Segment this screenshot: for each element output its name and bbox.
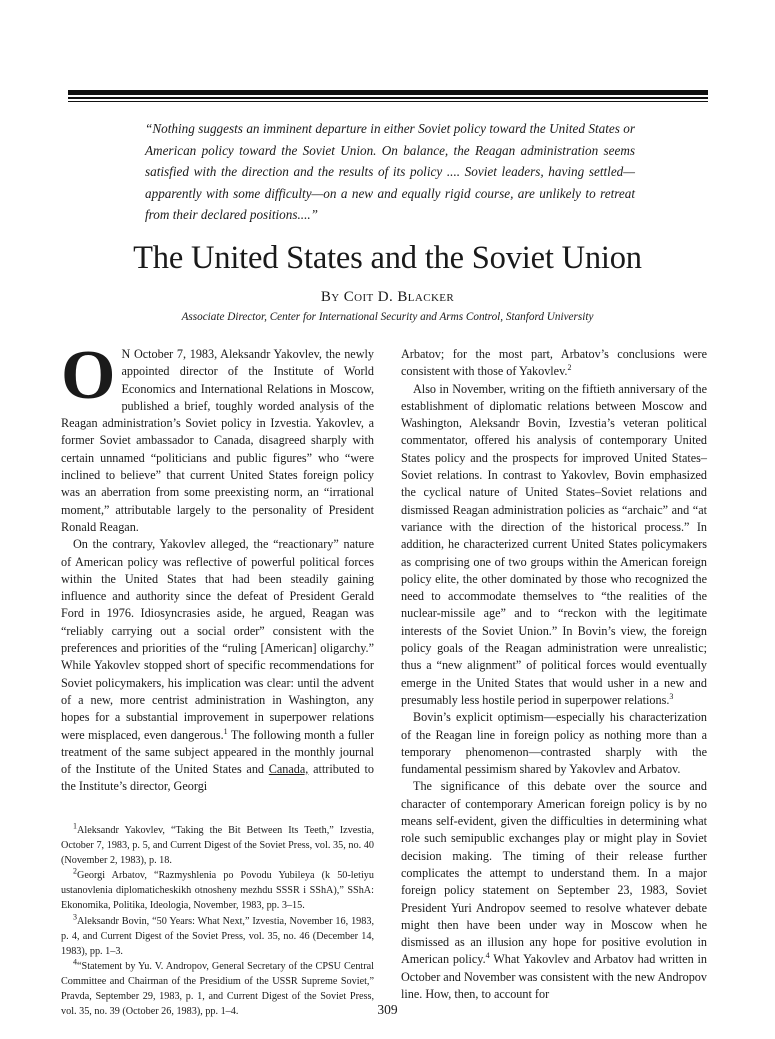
footnote-text: Georgi Arbatov, “Razmyshlenia po Povodu Yubileya (k 50-letiyu ustanovlenia diplomaticheskikh otnosheny mezhdu SSSR i SShA),” SShA: Ekonomika, Politika, Ideologia, November, 1983, pp. 3–15. xyxy=(61,870,374,912)
header-rule-medium xyxy=(68,97,708,99)
footnote-number: 3 xyxy=(73,912,77,922)
epigraph-quote: “Nothing suggests an imminent departure in either Soviet policy toward the United States or American policy toward the Soviet Union. On balance, the Reagan administration seems satisfied with the direction and the results of its policy .... Soviet leaders, having settled—apparently with some difficulty—on a new and equally rigid course, are unlikely to retreat from their declared positions....” xyxy=(145,121,635,223)
header-rule-thin xyxy=(68,101,708,102)
footnote-ref[interactable]: 4 xyxy=(485,951,490,961)
underlined-text: Canada, xyxy=(268,762,309,777)
left-column xyxy=(61,337,375,796)
paragraph xyxy=(61,337,374,536)
paragraph xyxy=(401,381,707,710)
author-affiliation: Associate Director, Center for International Security and Arms Control, Stanford University xyxy=(181,311,594,323)
drop-cap: O xyxy=(61,337,116,414)
paragraph-text: Also in November, writing on the fiftieth anniversary of the establishment of diplomatic relations between Moscow and Washington, Aleksandr Bovin, Izvestia’s veteran political commentator, offered his analysis of contemporary United States policy and the prospects for improved United States–Soviet relations. In contrast to Yakovlev, Bovin emphasized the cyclical nature of United States–Soviet relations and dismissed Reagan administration policies as “archaic” and “at variance with the direction of the historical process.” In addition, he characterized current United States policymakers as comprising one of two groups within the American foreign policy elite, the other dominated by those who recognized the need to accommodate themselves to “the realities of the nuclear-missile age” and to “reckon with the legitimate interests of the Soviet Union.” In Bovin’s view, the foreign policy goals of the Reagan administration were unrealistic; thus a “new alignment” of political forces would eventually emerge in the United States that would usher in a new and presumably less hostile period in superpower relations. xyxy=(401,381,707,707)
footnote xyxy=(61,868,374,913)
paragraph xyxy=(401,346,707,381)
paragraph-text: attributed to the Institute’s director, Georgi xyxy=(61,762,375,794)
paragraph-text: What Yakovlev and Arbatov had written in October and November was consistent with the new Andropov line. How, then, to account for xyxy=(401,952,708,1001)
paragraph xyxy=(61,536,374,795)
article-title: The United States and the Soviet Union xyxy=(133,240,642,276)
footnote xyxy=(61,914,374,959)
footnote-text: Aleksandr Bovin, “50 Years: What Next,” Izvestia, November 16, 1983, p. 4, and Current Digest of the Soviet Press, vol. 35, no. 46 (December 14, 1983), pp. 1–3. xyxy=(61,915,374,957)
footnote-ref[interactable]: 2 xyxy=(567,363,572,373)
paragraph-text: N October 7, 1983, Aleksandr Yakovlev, the newly appointed director of the Institute of World Economics and International Relations in Moscow, published a brief, toughly worded analysis of the Reagan administration’s Soviet policy in Izvestia. Yakovlev, a former Soviet ambassador to Canada, disagreed sharply with certain unnamed “politicians and public figures” who “were inclined to believe” that current United States foreign policy was an aberration from some preexisting norm, an “irrational moment,” attributable largely to the personality of President Ronald Reagan. xyxy=(61,347,374,534)
footnote-text: “Statement by Yu. V. Andropov, General Secretary of the CPSU Central Committee and Chairman of the Presidium of the USSR Supreme Soviet,” Pravda, September 29, 1983, p. 1, and Current Digest of the Soviet Press, vol. 35, no. 39 (October 26, 1983), pp. 1–4. xyxy=(61,960,374,1018)
page-number: 309 xyxy=(377,1002,398,1017)
paragraph xyxy=(401,709,707,778)
footnote xyxy=(61,823,374,868)
footnote-text: Aleksandr Yakovlev, “Taking the Bit Between Its Teeth,” Izvestia, October 7, 1983, p. 5, and Current Digest of the Soviet Press, vol. 35, no. 40 (November 2, 1983), p. 18. xyxy=(61,825,374,867)
footnote-ref[interactable]: 1 xyxy=(223,726,228,736)
right-column xyxy=(401,346,707,1003)
footnote-number: 4 xyxy=(73,957,77,967)
header-rule-thick xyxy=(68,90,708,95)
author-byline: By Coit D. Blacker xyxy=(320,289,455,305)
footnote-number: 1 xyxy=(73,821,77,831)
paragraph xyxy=(401,778,707,1003)
paragraph-text: The following month a fuller treatment of the same subject appeared in the monthly journal of the Institute of the United States and xyxy=(61,727,375,777)
paragraph-text: On the contrary, Yakovlev alleged, the “reactionary” nature of American policy was reflective of powerful political forces within the United States that had been steadily gaining influence and authority since the defeat of President Gerald Ford in 1976. Idiosyncrasies aside, he argued, Reagan was “reliably carrying out a social order” consistent with the preferences and priorities of the “ruling [American] oligarchy.” While Yakovlev stopped short of specific recommendations for Soviet policymakers, his implication was clear: until the advent of a new, more centrist administration in Washington, any hopes for a substantial improvement in superpower relations were misplaced, even dangerous. xyxy=(61,537,374,742)
footnote-number: 2 xyxy=(73,866,77,876)
paragraph-text: Bovin’s explicit optimism—especially his characterization of the Reagan line in foreign policy as nothing more than a temporary phenomenon—contrasted sharply with the fundamental pessimism shared by Yakovlev and Arbatov. xyxy=(401,710,707,777)
paragraph-text: The significance of this debate over the source and character of contemporary American foreign policy is by no means self-evident, given the difficulties in determining what role such semipublic exchanges play or might play in Soviet decision making. The timing of their release further complicates the attempt to understand them. In a major foreign policy statement on September 23, 1983, Soviet President Yuri Andropov seemed to resolve whatever debate might then have been under way in Moscow when he dismissed as an illusion any hope for positive evolution in American policy. xyxy=(401,779,707,967)
footnote-ref[interactable]: 3 xyxy=(669,691,674,701)
paragraph-text: Arbatov; for the most part, Arbatov’s conclusions were consistent with those of Yakovlev. xyxy=(401,347,707,379)
footnotes xyxy=(61,823,374,1019)
